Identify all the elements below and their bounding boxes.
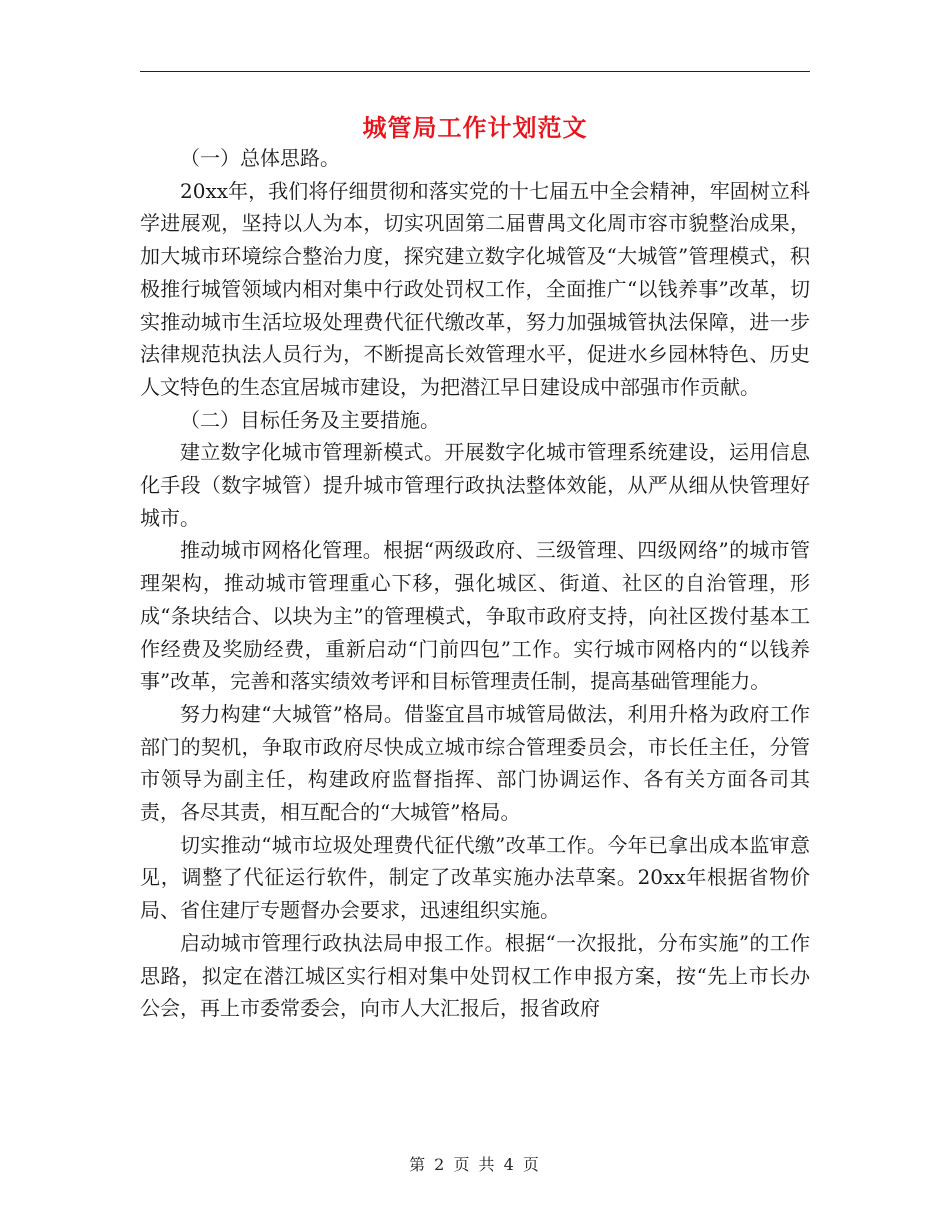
header-rule (140, 71, 810, 72)
paragraph-garbage-fee-reform: 切实推动“城市垃圾处理费代征代缴”改革工作。今年已拿出成本监审意见，调整了代征运行软件，制定了改革实施办法草案。20xx年根据省物价局、省住建厅专题督办会要求，迅速组织实施。 (140, 832, 810, 923)
document-title: 城管局工作计划范文 (362, 113, 588, 142)
paragraph-digital-management: 建立数字化城市管理新模式。开展数字化城市管理系统建设，运用信息化手段（数字城管）提升城市管理行政执法整体效能，从严从细从快管理好城市。 (140, 440, 810, 530)
paragraph-enforcement-bureau: 启动城市管理行政执法局申报工作。根据“一次报批，分布实施”的工作思路，拟定在潜江城区实行相对集中处罚权工作申报方案，按“先上市长办公会，再上市委常委会，向市人大汇报后，报省政府 (140, 930, 810, 1021)
heading-targets-measures: （二）目标任务及主要措施。 (180, 407, 440, 432)
paragraph-grid-management: 推动城市网格化管理。根据“两级政府、三级管理、四级网络”的城市管理架构，推动城市管理重心下移，强化城区、街道、社区的自治管理，形成“条块结合、以块为主”的管理模式，争取市政府支持，向社区拨付基本工作经费及奖励经费，重新启动“门前四包”工作。实行城市网格内的“以钱养事”改革，完善和落实绩效考评和目标管理责任制，提高基础管理能力。 (140, 538, 810, 694)
page-number-footer: 第 2 页 共 4 页 (409, 1155, 541, 1174)
heading-overall-approach: （一）总体思路。 (180, 146, 340, 170)
document-body (140, 142, 810, 1025)
paragraph-overall-approach: 20xx年，我们将仔细贯彻和落实党的十七届五中全会精神，牢固树立科学进展观，坚持以人为本，切实巩固第二届曹禺文化周市容市貌整治成果，加大城市环境综合整治力度，探究建立数字化城管及“大城管”管理模式，积极推行城管领域内相对集中行政处罚权工作，全面推广“以钱养事”改革，切实推动城市生活垃圾处理费代征代缴改革，努力加强城管执法保障，进一步法律规范执法人员行为，不断提高长效管理水平，促进水乡园林特色、历史人文特色的生态宜居城市建设，为把潜江早日建设成中部强市作贡献。 (140, 178, 810, 399)
paragraph-big-city-management: 努力构建“大城管”格局。借鉴宜昌市城管局做法，利用升格为政府工作部门的契机，争取市政府尽快成立城市综合管理委员会，市长任主任，分管市领导为副主任，构建政府监督指挥、部门协调运作、各有关方面各司其责，各尽其责，相互配合的“大城管”格局。 (140, 701, 810, 825)
